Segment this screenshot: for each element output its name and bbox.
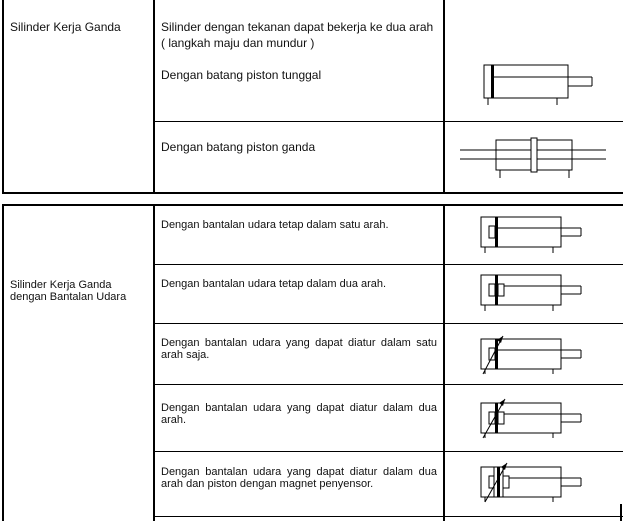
row-label: Dengan bantalan udara yang dapat diatur dalam dua arah. — [161, 402, 437, 426]
row-label: Dengan bantalan udara yang dapat diatur dalam satu arah saja. — [161, 337, 437, 361]
table-border — [2, 0, 4, 194]
cylinder-description: Silinder dengan tekanan dapat bekerja ke dua arah ( langkah maju dan mundur ) — [161, 20, 434, 50]
table-top-border — [2, 204, 623, 206]
table-bottom-border — [2, 192, 623, 194]
table-row-divider — [153, 264, 623, 265]
row-label: Dengan batang piston ganda — [161, 140, 316, 154]
category-label: Silinder Kerja Ganda dengan Bantalan Udara — [10, 279, 127, 303]
double-acting-single-rod-cylinder-icon — [478, 60, 598, 110]
row-label: Dengan batang piston tunggal — [161, 68, 322, 82]
fixed-cushion-one-side-cylinder-icon — [477, 214, 587, 256]
table-border — [620, 504, 622, 521]
table-row-divider — [153, 384, 623, 385]
category-label: Silinder Kerja Ganda — [10, 20, 121, 34]
table-row-divider — [153, 516, 623, 517]
double-acting-double-rod-cylinder-icon — [458, 136, 608, 182]
table-divider — [153, 0, 155, 194]
adjustable-cushion-one-side-cylinder-icon — [477, 332, 587, 378]
fixed-cushion-both-sides-cylinder-icon — [477, 272, 587, 314]
adjustable-cushion-magnetic-piston-cylinder-icon — [477, 460, 587, 506]
row-label: Dengan bantalan udara tetap dalam satu arah. — [161, 219, 389, 231]
table-divider — [443, 204, 445, 521]
table-row-divider — [153, 323, 623, 324]
table-divider — [153, 204, 155, 521]
row-label: Dengan bantalan udara tetap dalam dua arah. — [161, 278, 387, 290]
adjustable-cushion-both-sides-cylinder-icon — [477, 396, 587, 442]
table-divider — [443, 0, 445, 194]
row-label: Dengan bantalan udara yang dapat diatur dalam dua arah dan piston dengan magnet penyensor. — [161, 466, 437, 490]
table-row-divider — [153, 451, 623, 452]
table-border — [2, 204, 4, 521]
table-row-divider — [153, 121, 623, 122]
